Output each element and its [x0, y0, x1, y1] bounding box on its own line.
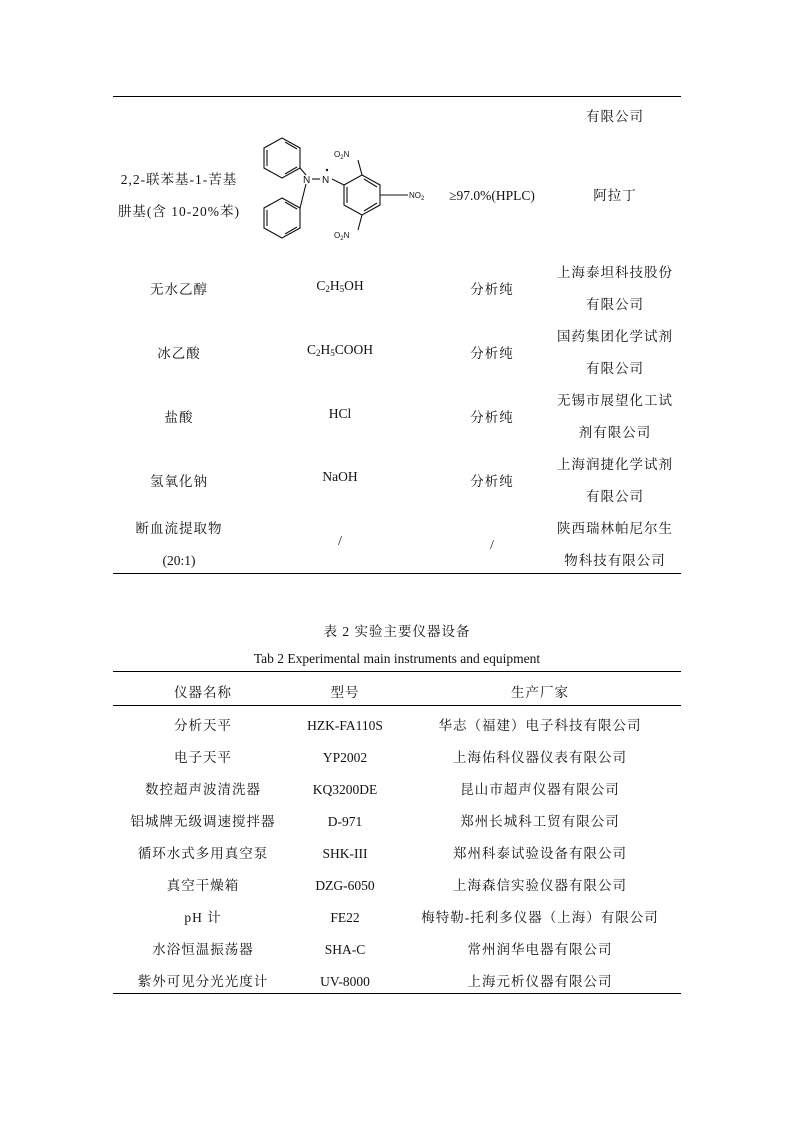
table1-top-rule — [113, 96, 681, 97]
reagent-grade: ≥97.0%(HPLC) — [449, 188, 535, 203]
instrument-model: HZK-FA110S — [307, 718, 383, 733]
reagent-name: 无水乙醇 — [150, 282, 208, 297]
instrument-model: KQ3200DE — [312, 782, 378, 797]
reagent-maker: 阿拉丁 — [593, 188, 637, 203]
nitro-label-right: $NO_2$ — [409, 191, 425, 202]
reagent-name: 氢氧化钠 — [150, 474, 208, 489]
reagent-grade: 分析纯 — [470, 282, 514, 297]
instrument-model: SHA-C — [324, 942, 366, 957]
reagent-maker: 有限公司 — [586, 489, 644, 504]
reagent-name: 断血流提取物 — [135, 521, 223, 536]
nitrogen-label: N — [303, 175, 311, 186]
instrument-maker: 上海佑科仪器仪表有限公司 — [453, 750, 627, 765]
reagent-maker: 上海泰坦科技股份 — [557, 265, 673, 280]
reagent-name: 盐酸 — [164, 410, 194, 425]
instrument-name: 真空干燥箱 — [166, 878, 240, 893]
reagent-formula: $C_2H_5OH$ — [316, 278, 364, 294]
reagent-maker: 国药集团化学试剂 — [557, 329, 673, 344]
reagent-maker: 陕西瑞林帕尼尔生 — [557, 521, 673, 536]
nitro-label-bottom: $O_2N$ — [334, 231, 350, 242]
reagent-maker: 剂有限公司 — [578, 425, 652, 440]
instrument-model: FE22 — [330, 910, 360, 925]
reagent-grade: 分析纯 — [470, 410, 514, 425]
reagent-formula: NaOH — [322, 469, 358, 484]
reagent-maker: 有限公司 — [586, 297, 644, 312]
reagent-maker: 物科技有限公司 — [564, 553, 666, 568]
reagent-grade: 分析纯 — [470, 346, 514, 361]
table1-bottom-rule — [113, 573, 681, 574]
nitrogen-radical-label: N — [322, 175, 330, 186]
table2-header-rule — [113, 705, 681, 706]
instrument-model: YP2002 — [322, 750, 368, 765]
instrument-name: 紫外可见分光光度计 — [137, 974, 269, 989]
reagent-maker: 有限公司 — [586, 361, 644, 376]
instrument-model: UV-8000 — [320, 974, 370, 989]
table1-cont-maker: 有限公司 — [586, 109, 644, 124]
reagent-formula: / — [338, 533, 342, 548]
instrument-name: pH 计 — [184, 910, 222, 925]
reagent-formula: $C_2H_5COOH$ — [306, 342, 374, 358]
reagent-name: 2,2-联苯基-1-苦基 — [120, 172, 238, 187]
reagent-grade: 分析纯 — [470, 474, 514, 489]
reagent-grade: / — [490, 537, 494, 552]
instrument-model: D-971 — [327, 814, 363, 829]
instrument-maker: 郑州科泰试验设备有限公司 — [453, 846, 627, 861]
reagent-maker: 无锡市展望化工试 — [557, 393, 673, 408]
table2-caption-cn: 表 2 实验主要仪器设备 — [323, 624, 471, 639]
dpph-structure — [252, 130, 438, 246]
instrument-maker: 昆山市超声仪器有限公司 — [460, 782, 620, 797]
instrument-name: 数控超声波清洗器 — [145, 782, 261, 797]
instrument-maker: 梅特勒-托利多仪器（上海）有限公司 — [421, 910, 659, 925]
instrument-maker: 华志（福建）电子科技有限公司 — [438, 718, 642, 733]
instrument-maker: 郑州长城科工贸有限公司 — [460, 814, 620, 829]
nitro-label-top: $O_2N$ — [334, 150, 350, 161]
instrument-maker: 上海森信实验仪器有限公司 — [453, 878, 627, 893]
instrument-maker: 常州润华电器有限公司 — [467, 942, 613, 957]
reagent-name: (20:1) — [162, 553, 196, 568]
table2-header-maker: 生产厂家 — [511, 685, 569, 700]
instrument-model: SHK-III — [322, 846, 368, 861]
reagent-name: 肼基(含 10-20%苯) — [117, 204, 241, 219]
reagent-maker: 上海润捷化学试剂 — [557, 457, 673, 472]
instrument-name: 铝城牌无级调速搅拌器 — [130, 814, 276, 829]
reagent-formula: HCl — [328, 406, 352, 421]
instrument-maker: 上海元析仪器有限公司 — [467, 974, 613, 989]
instrument-name: 分析天平 — [174, 718, 232, 733]
instrument-name: 循环水式多用真空泵 — [137, 846, 269, 861]
table2-bottom-rule — [113, 993, 681, 994]
table2-header-model: 型号 — [330, 685, 360, 700]
instrument-name: 电子天平 — [174, 750, 232, 765]
table2-header-name: 仪器名称 — [174, 685, 232, 700]
table2-caption-en: Tab 2 Experimental main instruments and equipment — [253, 651, 541, 666]
table2-top-rule — [113, 671, 681, 672]
instrument-name: 水浴恒温振荡器 — [152, 942, 254, 957]
reagent-name: 冰乙酸 — [157, 346, 201, 361]
instrument-model: DZG-6050 — [315, 878, 375, 893]
